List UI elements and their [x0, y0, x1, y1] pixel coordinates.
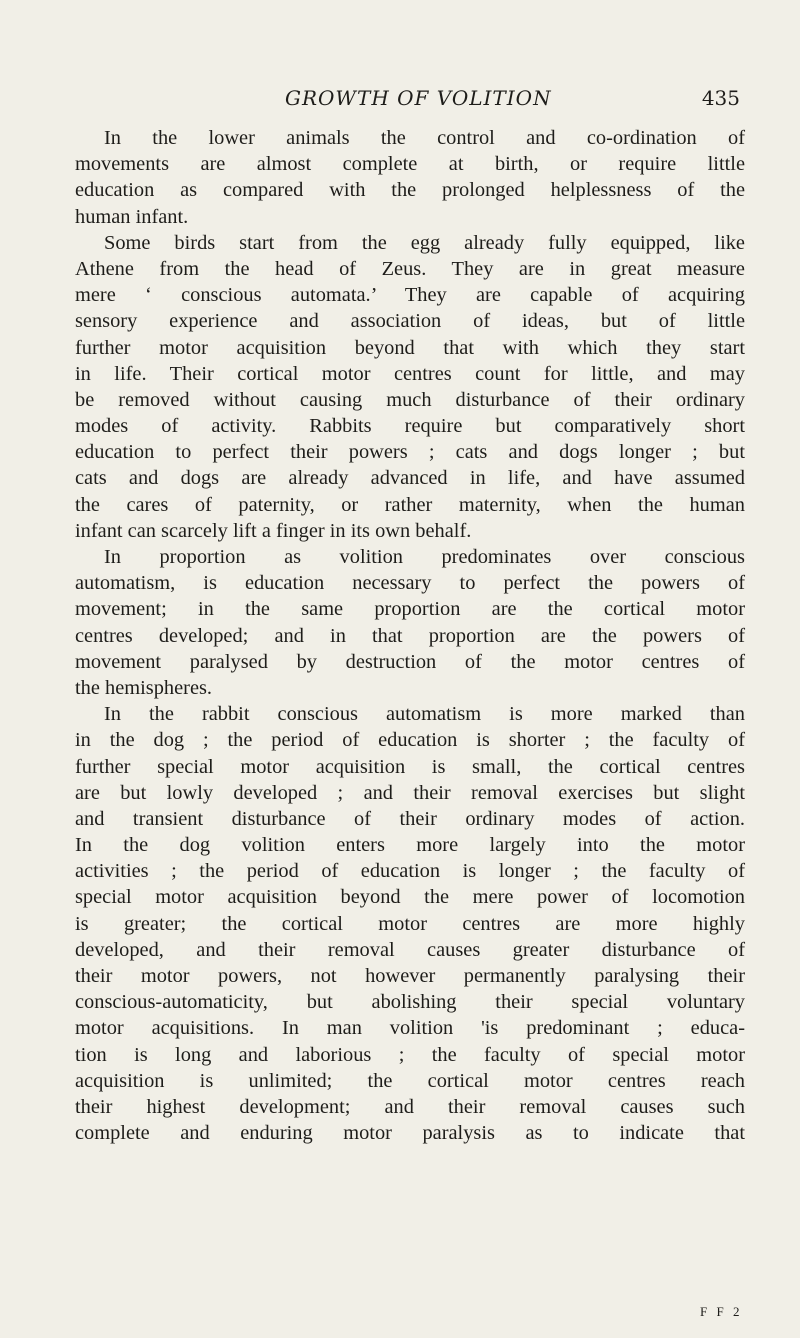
text-line: sensory experience and association of ideas, but of little — [75, 310, 745, 333]
text-line: conscious-automaticity, but abolishing their special voluntary — [75, 991, 745, 1014]
text-line: and transient disturbance of their ordinary modes of action. — [75, 807, 745, 830]
running-title: GROWTH OF VOLITION — [285, 86, 552, 110]
text-line: is greater; the cortical motor centres are more highly — [75, 912, 745, 935]
body-text — [75, 125, 745, 1146]
text-line: activities ; the period of education is longer ; the faculty of — [75, 860, 745, 883]
text-line: cats and dogs are already advanced in life, and have assumed — [75, 467, 745, 490]
text-line: In the dog volition enters more largely into the motor — [75, 834, 745, 857]
text-line: their motor powers, not however permanently paralysing their — [75, 965, 745, 987]
text-line: automatism, is education necessary to perfect the powers of — [75, 572, 745, 595]
text-line: movement; in the same proportion are the cortical motor — [75, 598, 745, 621]
text-line: motor acquisitions. In man volition 'is predominant ; educa- — [75, 1017, 745, 1040]
text-line: education as compared with the prolonged helplessness of the — [75, 179, 745, 202]
text-line: their highest development; and their removal causes such — [75, 1095, 745, 1118]
text-line: In proportion as volition predominates over conscious — [104, 546, 745, 568]
printer-signature: F F 2 — [700, 1304, 743, 1319]
text-line: special motor acquisition beyond the mere power of locomotion — [75, 886, 745, 909]
text-line: Athene from the head of Zeus. They are in great measure — [75, 257, 745, 280]
text-line: modes of activity. Rabbits require but comparatively short — [75, 415, 745, 438]
text-line: be removed without causing much disturbance of their ordinary — [75, 388, 745, 411]
text-line: human infant. — [75, 205, 189, 228]
text-line: In the rabbit conscious automatism is more marked than — [104, 703, 745, 726]
text-line: infant can scarcely lift a finger in its own behalf. — [75, 519, 472, 542]
text-line: in life. Their cortical motor centres count for little, and may — [75, 362, 745, 385]
text-line: further motor acquisition beyond that with which they start — [75, 336, 745, 359]
text-line: centres developed; and in that proportion are the powers of — [75, 624, 745, 647]
text-line: tion is long and laborious ; the faculty of special motor — [75, 1043, 745, 1066]
text-line: Some birds start from the egg already fully equipped, like — [104, 231, 745, 254]
running-head — [90, 86, 740, 114]
text-line: complete and enduring motor paralysis as to indicate that — [75, 1122, 745, 1145]
text-line: movements are almost complete at birth, or require little — [75, 153, 745, 176]
text-line: are but lowly developed ; and their removal exercises but slight — [75, 781, 745, 804]
text-line: the cares of paternity, or rather maternity, when the human — [75, 493, 745, 516]
text-line: acquisition is unlimited; the cortical motor centres reach — [75, 1069, 745, 1092]
text-line: developed, and their removal causes greater disturbance of — [75, 938, 745, 961]
text-line: mere ‘ conscious automata.’ They are capable of acquiring — [75, 284, 745, 307]
text-line: education to perfect their powers ; cats and dogs longer ; but — [75, 441, 745, 464]
page-number: 435 — [701, 86, 740, 110]
text-line: the hemispheres. — [75, 676, 213, 699]
text-line: further special motor acquisition is small, the cortical centres — [75, 755, 745, 778]
text-line: movement paralysed by destruction of the motor centres of — [75, 650, 745, 673]
text-line: in the dog ; the period of education is shorter ; the faculty of — [75, 729, 745, 752]
text-line: In the lower animals the control and co-ordination of — [104, 127, 745, 149]
